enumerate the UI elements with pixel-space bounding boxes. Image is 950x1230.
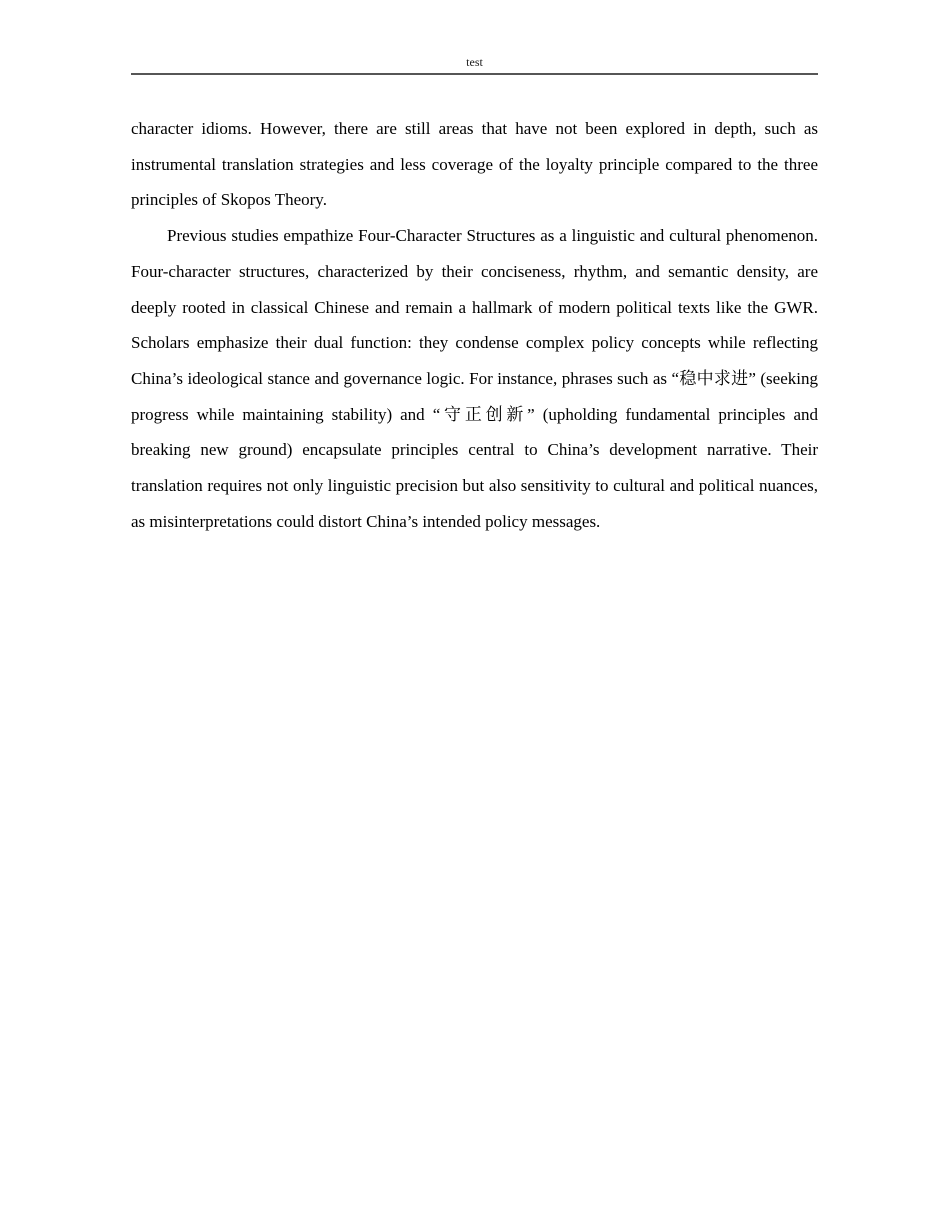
header-title: test	[466, 55, 483, 69]
paragraph: Previous studies empathize Four-Character Structures as a linguistic and cultural phenomenon. Four-character structures, characterized by their conciseness, rhythm, and semantic density, are deeply rooted in classical Chinese and remain a hallmark of modern political texts like the GWR. Scholars emphasize their dual function: they condense complex policy concepts while reflecting China’s ideological stance and governance logic. For instance, phrases such as “稳中求进” (seeking progress while maintaining stability) and “守正创新” (upholding fundamental principles and breaking new ground) encapsulate principles central to China’s development narrative. Their translation requires not only linguistic precision but also sensitivity to cultural and political nuances, as misinterpretations could distort China’s intended policy messages.	[131, 226, 818, 531]
document-body	[131, 111, 818, 539]
page-header	[131, 0, 818, 75]
paragraph: character idioms. However, there are still areas that have not been explored in depth, such as instrumental translation strategies and less coverage of the loyalty principle compared to the three principles of Skopos Theory.	[131, 119, 818, 210]
